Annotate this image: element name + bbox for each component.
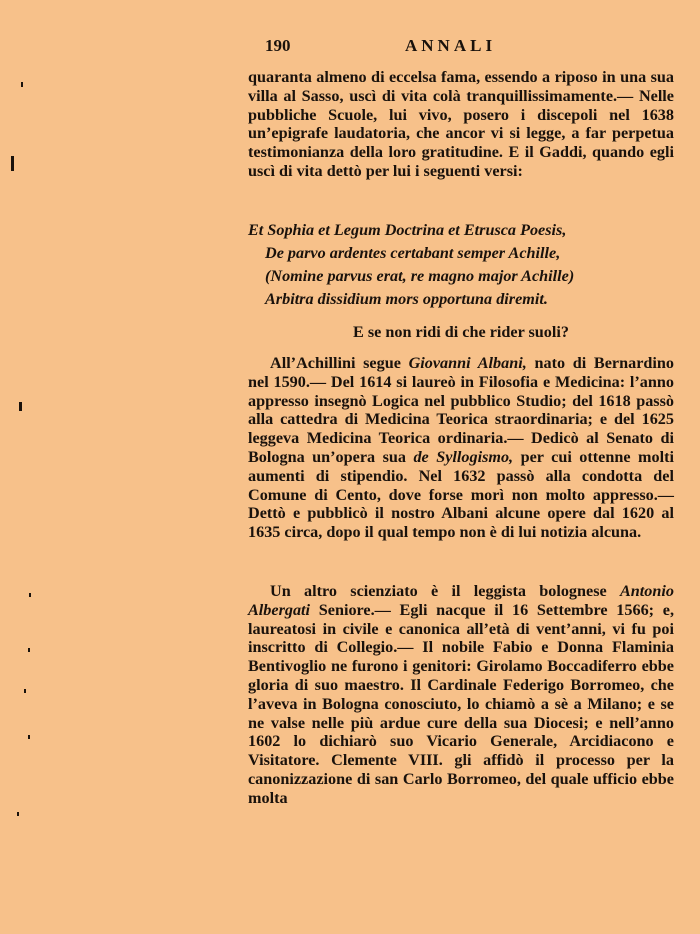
paragraph-1 bbox=[248, 68, 674, 181]
latin-verse bbox=[248, 219, 678, 311]
paragraph-3-text bbox=[248, 582, 674, 808]
paragraph-1-text: quaranta almeno di eccelsa fama, essendo a riposo in una sua villa al Sasso, uscì di vita colà tranquillissimamente.— Nelle pubbliche Scuole, lui vivo, posero i discepoli nel 1638 un’epigrafe laudatoria, che ancor vi si legge, a far perpetua testimonianza della loro gratitudine. E il Gaddi, quando egli uscì di vita dettò per lui i seguenti versi: bbox=[248, 68, 674, 180]
quote-line: E se non ridi di che rider suoli? bbox=[352, 323, 569, 341]
page-number: 190 bbox=[265, 36, 291, 55]
verse-line-2: De parvo ardentes certabant semper Achille, bbox=[265, 244, 561, 262]
margin-mark bbox=[29, 593, 31, 597]
paragraph-2 bbox=[248, 354, 674, 542]
p2-mid: nato di Bernardino nel 1590.— Del 1614 si laureò in Filosofia e Medicina: l’anno appresso insegnò Logica nel pubblico Studio; del 1618 passò alla cattedra di Medicina Teorica straordinaria; e del 1625 leggeva Medicina Teorica ordinaria.— Dedicò al Senato di Bologna un’opera sua bbox=[248, 354, 674, 466]
p2-lead: All’Achillini segue bbox=[270, 354, 409, 372]
verse-line-4: Arbitra dissidium mors opportuna diremit. bbox=[265, 290, 548, 308]
p3-lead: Un altro scienziato è il leggista bolognese bbox=[270, 582, 620, 600]
p3-name: Antonio Albergati bbox=[248, 582, 674, 619]
running-title: ANNALI bbox=[405, 36, 497, 55]
verse-line-3: (Nomine parvus erat, re magno major Achille) bbox=[265, 267, 575, 285]
margin-mark bbox=[28, 648, 30, 652]
margin-mark bbox=[21, 82, 23, 87]
margin-mark bbox=[19, 402, 22, 411]
p2-name: Giovanni Albani, bbox=[408, 354, 527, 372]
p3-tail: Seniore.— Egli nacque il 16 Settembre 1566; e, laureatosi in civile e canonica all’età di vent’anni, vi fu poi inscritto di Collegio.— Il nobile Fabio e Donna Flaminia Bentivoglio ne furono i genitori: Girolamo Boccadiferro ebbe gloria di suo maestro. Il Cardinale Federigo Borromeo, che l’aveva in Bologna conosciuto, lo chiamò a sè a Milano; e se ne valse nelle più ardue cure della sua Diocesi; e nell’anno 1602 lo dichiarò suo Vicario Generale, Arcidiacono e Visitatore. Clemente VIII. gli affidò il processo per la canonizzazione di san Carlo Borromeo, del quale ufficio ebbe molta bbox=[248, 600, 674, 807]
p2-tail: per cui ottenne molti aumenti di stipendio. Nel 1632 passò alla condotta del Comune di Cento, dove forse morì non molto appresso.— Dettò e pubblicò il nostro Albani alcune opere dal 1620 al 1635 circa, dopo il qual tempo non è di lui notizia alcuna. bbox=[248, 447, 674, 542]
margin-mark bbox=[17, 812, 19, 816]
margin-mark bbox=[24, 689, 26, 693]
margin-mark bbox=[28, 735, 30, 739]
p2-work: de Syllogismo, bbox=[413, 447, 514, 466]
paragraph-2-text bbox=[248, 354, 674, 542]
paragraph-3 bbox=[248, 582, 674, 808]
margin-mark bbox=[11, 156, 14, 171]
verse-line-1: Et Sophia et Legum Doctrina et Etrusca Poesis, bbox=[248, 221, 567, 239]
